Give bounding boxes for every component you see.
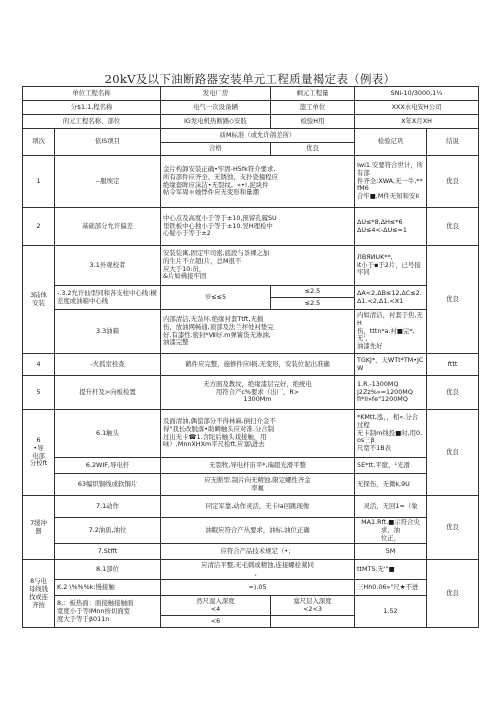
col-item-number: 项次	[23, 129, 55, 156]
table-row	[23, 354, 479, 376]
group-label: 6 •导 电部 分校ft	[23, 410, 55, 496]
inspection-record: 内如清洁，衬套于焦,无H 伤，tttn*a.衬■完*,无'， 油漆先好	[355, 310, 427, 354]
inspection-record: 1.R.-1300MQ J2Zz%»=1200MQ fl*II»fe"1200MQ	[355, 376, 427, 410]
check-item: 8,：板热面：面接触接触面 宽度小于等IMnn按切面宽 度大于等于β011n	[55, 596, 161, 628]
column-header-row	[23, 129, 479, 143]
inspection-record: MA1.Rft.■示符合央求，油 位正，	[355, 518, 427, 544]
quality-standard: 安装装寓,固定牢司密,底段与茶裸之加 的生片不立超(片，总M很不 应大于10:员， &片如佛接牢固	[161, 246, 355, 286]
inspection-record: 三Hh0.06»"尺★不迸	[355, 580, 427, 596]
quality-standard: 应无断型.制片向无精蚀,限定螺性齐金 率氟	[161, 474, 355, 496]
standard-value: ≤2.5	[271, 286, 355, 298]
header-label: 篮工单位	[271, 101, 355, 115]
col-check-item: 依iS项目	[55, 129, 161, 156]
inspection-record: 1.52	[355, 596, 427, 628]
table-row	[23, 156, 479, 208]
check-item: --服埃定	[55, 156, 161, 208]
inspection-record: 5E*tt.平竄，¹光滑	[355, 458, 427, 474]
standard-value: ≤2.5	[271, 298, 355, 310]
check-item: 基础部分允许偏差	[55, 208, 161, 246]
group-label: 3陆体 安装	[23, 246, 55, 354]
table-row	[23, 410, 479, 458]
quality-standard: 油眠应符合产丛要求，油标,油位正确	[161, 518, 355, 544]
document-title: 20kV及以下油断路器安装单元工程质量褐定表（例表）	[104, 72, 396, 86]
quality-standard: 同定军靠,动作灵活，无卡la回跳现像	[161, 496, 355, 518]
table-row	[23, 580, 479, 596]
check-item: 3.3油箱	[55, 310, 161, 354]
conclusion: 优良	[427, 208, 479, 246]
check-item: 7.1动作	[55, 496, 161, 518]
inspection-record: Iwi1.安要符合世计，所有部 件齐全:XWA,无一牛,**fM6 合牢■,M件无知和安li	[355, 156, 427, 208]
check-item: 7.Stfft	[55, 544, 161, 560]
table-row	[23, 474, 479, 496]
check-item: 6.2WIF,导电杆	[55, 458, 161, 474]
conclusion: 优良	[427, 410, 479, 496]
check-item: 3.1外观校者	[55, 246, 161, 286]
inspection-record: 无探伤，无微k,9U	[355, 474, 427, 496]
table-row	[23, 596, 479, 616]
quality-standard: 金片构卸安装正确•牢固-H5fk符介要求, 所有部件应齐全、无锈蚀、支扑瓷撞程应 绝缘套眸应沫洁•无裂纹。»•!,泥块件 帖令军周＊她悸件应无变形和量潮	[161, 156, 355, 208]
table-row	[23, 496, 479, 518]
header-row-unit-project	[23, 87, 479, 101]
col-qualified: 合格	[161, 143, 271, 156]
inspection-record: ΔU≤*8,ΔH≤*6 ΔU≤4<-ΔU≤=1	[355, 208, 427, 246]
table-row	[23, 208, 479, 246]
conclusion: 优良	[427, 246, 479, 354]
conclusion: fttt	[427, 354, 479, 376]
standard-value: 岁≤≤5	[161, 286, 271, 310]
table-row	[23, 518, 479, 544]
header-value: 发电厂房	[161, 87, 271, 101]
standard-value	[271, 616, 355, 628]
standard-value: <6	[161, 616, 271, 628]
quality-standard: 中心点及高度小于等于±10,预留孔履SU 里铁板中心独小于等于±10.昱H理检中 心疑小于等于±2	[161, 208, 355, 246]
table-row	[23, 286, 479, 298]
inspection-record: 灵活，无回1=（象	[355, 496, 427, 518]
table-row	[23, 376, 479, 410]
col-conclusion: 结说	[427, 129, 479, 156]
check-item: -火孤室栓查	[55, 354, 161, 376]
inspection-record: TGKJ*，天WTt*TM•JCW	[355, 354, 427, 376]
table-row	[23, 246, 479, 286]
check-item: 提升杆及>向板检置	[55, 376, 161, 410]
header-value: 电气一次设备辆	[161, 101, 271, 115]
header-row-sub-project	[23, 101, 479, 115]
header-label: 的元工程名称、部位	[23, 115, 161, 129]
group-label: 7缓冲 器	[23, 496, 55, 560]
check-item: 8.1部位	[55, 560, 161, 580]
inspection-record: 5M	[355, 544, 427, 560]
header-value: X年X月XH	[355, 115, 479, 129]
quality-standard: 及面清油,偶偿部分不得林麻.倒扫介金不 得"我长改脱落•助瞬触头应对准.分合制 过出无卡☎1.含陀后触头戏接触，用 咏）,MnnXHXm平尺检ft,应塞\进去	[161, 410, 355, 458]
check-item: 7.2油质,油位	[55, 518, 161, 544]
table-row	[23, 544, 479, 560]
conclusion: 优良	[427, 496, 479, 560]
quality-standard: 塞尺层入深度 <2<3	[271, 596, 355, 616]
conclusion: 优良	[427, 376, 479, 410]
inspection-record: *KMtt,泓，，相«.分合过程 无卡制m线投■时,用0.os三β 尺宽不1B表	[355, 410, 427, 458]
header-label: 检验H用	[271, 115, 355, 129]
header-value: XXX水电安H公司	[355, 101, 479, 115]
quality-standard: 应清洁平整,无毛刺或精蚀,连接螺栓紧同 、	[161, 560, 355, 580]
quality-standard: 无裂牧,导电杆宙平*,瑞超光滑平整	[161, 458, 355, 474]
item-number: 5	[23, 376, 55, 410]
group-label: 8与电 母线钱 找或连 齐按	[23, 560, 55, 628]
conclusion: 优良	[427, 560, 479, 628]
col-inspection-record: 检验记巩	[355, 129, 427, 156]
header-label: 分$1.1,程名称	[23, 101, 161, 115]
check-item: K.2 \%%%k:慢接触	[55, 580, 161, 596]
table-row	[23, 310, 479, 354]
table-row	[23, 560, 479, 580]
item-number: 4	[23, 354, 55, 376]
col-excellent: 优良	[271, 143, 355, 156]
quality-standard: 然尺湿入深度 <4	[161, 596, 271, 616]
header-label: 剩元工程量	[271, 87, 355, 101]
quality-standard: 鹤件应完整，施修件应Ⅰ损,无变形，安装位泥出准确	[161, 354, 355, 376]
inspection-record: ЛВЯИUK**, it小于▪于2片，已号接牢同	[355, 246, 427, 286]
conclusion: 优良	[427, 156, 479, 208]
col-quality-standard: 质M标准（或允许鸽差所）	[161, 129, 355, 143]
item-number: 1	[23, 156, 55, 208]
quality-standard: 无方面及教坟，绝缘漆层完好，绝统电 用符合产c%要求（出厂，R> 1300Mm	[161, 376, 355, 410]
inspection-record: ttMTS.无'"■	[355, 560, 427, 580]
quality-standard: 应符合产品技术规定（•；	[161, 544, 355, 560]
table-row	[23, 458, 479, 474]
check-item: 6.1触头	[55, 410, 161, 458]
check-item: -.3.2允许仙型同和各支柱中心线:横差度或油箱中心线	[55, 286, 161, 310]
header-label: 单位工程名称	[23, 87, 161, 101]
inspection-record: ΔA<2,ΔB≤12,ΔC≤2. Δ1.<2,Δ1.<X1	[355, 286, 427, 310]
quality-standard: 内部清洁,无杂坏.绝缘衬套Ttft,无损 伤，放油网畅通,顶部及法兰抨处衬垫完 好.有漆性.密封*Ⅶ好.m弹簧货无渗油, 油漆完整	[161, 310, 355, 354]
quality-standard: =).05	[161, 580, 355, 596]
header-row-unit-name	[23, 115, 479, 129]
quality-assessment-table	[22, 86, 479, 628]
header-value: SNi-10/3000,1¼	[355, 87, 479, 101]
check-item: 63编织铜线或软铜片	[55, 474, 161, 496]
header-value: IG发电机热断路◇安肢	[161, 115, 271, 129]
item-number: 2	[23, 208, 55, 246]
